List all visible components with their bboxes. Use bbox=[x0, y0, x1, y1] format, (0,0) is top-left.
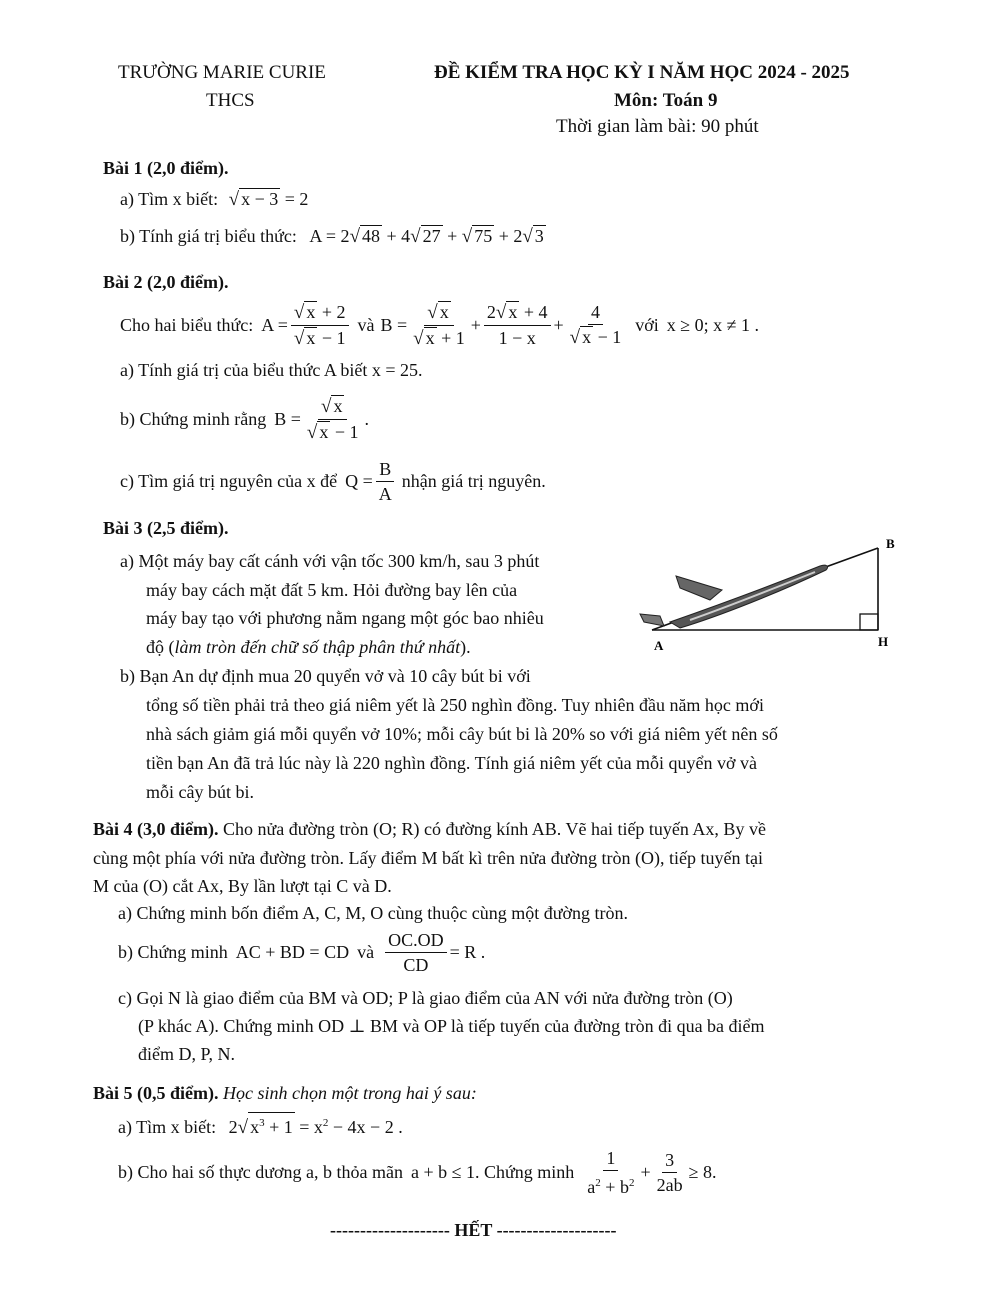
bai5-line1 bbox=[93, 1078, 477, 1108]
bai3-a-line4-pre: độ ( bbox=[146, 637, 175, 657]
expr-A: A = bbox=[261, 314, 288, 335]
bai3-b-line4: tiền bạn An đã trả lúc này là 220 nghìn đồng. Tính giá niêm yết của mỗi quyển vở và bbox=[146, 753, 758, 773]
bai4-title: Bài 4 (3,0 điểm). bbox=[93, 819, 219, 839]
bai3-a-line2: máy bay cách mặt đất 5 km. Hỏi đường bay lên của bbox=[146, 580, 518, 600]
school-level: THCS bbox=[206, 90, 255, 111]
exam-title: ĐỀ KIỂM TRA HỌC KỲ I NĂM HỌC 2024 - 2025 bbox=[434, 62, 850, 83]
bai4-b-text: b) Chứng minh bbox=[118, 941, 228, 962]
airplane-icon bbox=[640, 565, 828, 628]
bai1-a-text: a) Tìm x biết: bbox=[120, 189, 219, 209]
expr-B-term3: $\frac{4}{√ x - 1}$ bbox=[569, 302, 622, 348]
bai2-condition: x ≥ 0; x ≠ 1 . bbox=[666, 314, 760, 335]
expr-B-term2: $\frac{2√ x + 4}{1 - x}$ bbox=[484, 301, 551, 349]
bai2-c-text: c) Tìm giá trị nguyên của x để bbox=[120, 470, 338, 491]
bai5-b-condition: a + b ≤ 1 bbox=[411, 1161, 476, 1182]
bai4-b-fraction: $\frac{OC.OD}{CD}$ bbox=[385, 929, 447, 976]
fig-label-a: A bbox=[654, 638, 664, 653]
fig-label-b: B bbox=[886, 536, 895, 551]
bai3-b-line2: tổng số tiền phải trả theo giá niêm yết là 250 nghìn đồng. Tuy nhiên đầu năm học mới bbox=[146, 695, 764, 715]
bai4-b-va: và bbox=[357, 941, 375, 962]
bai3-a-line1: a) Một máy bay cất cánh với vận tốc 300 km/h, sau 3 phút bbox=[120, 551, 540, 571]
bai4-b bbox=[118, 925, 485, 979]
bai3-title: Bài 3 (2,5 điểm). bbox=[103, 518, 229, 538]
bai4-line3: M của (O) cắt Ax, By lần lượt tại C và D. bbox=[93, 876, 392, 896]
bai2-c-fraction: $\frac{B}{A}$ bbox=[376, 458, 395, 505]
bai3-b-line1: b) Bạn An dự định mua 20 quyển vở và 10 cây bút bi với bbox=[120, 666, 531, 686]
bai4-line1 bbox=[93, 814, 766, 844]
bai2-va: và bbox=[357, 314, 375, 335]
bai5-note: Học sinh chọn một trong hai ý sau: bbox=[223, 1083, 477, 1103]
bai2-b-text: b) Chứng minh rằng bbox=[120, 408, 267, 429]
bai5-b: b) Cho hai số thực dương a, b thỏa mãn a + b ≤ 1 . Chứng minh $\frac{1}{a^2 + b^2}$ + $\frac{3}{2ab}$ ≥ 8. bbox=[118, 1147, 717, 1197]
bai2-c bbox=[120, 454, 546, 508]
bai3-a-line4-post: ). bbox=[460, 637, 471, 657]
bai4-c-line1: c) Gọi N là giao điểm của BM và OD; P là giao điểm của AN với nửa đường tròn (O) bbox=[118, 988, 733, 1008]
bai2-b-lhs: B = bbox=[274, 408, 301, 429]
bai5-b-mid: . Chứng minh bbox=[475, 1161, 575, 1182]
bai2-intro: Cho hai biểu thức: bbox=[120, 314, 254, 335]
expr-B: B = bbox=[380, 314, 408, 335]
bai1-title: Bài 1 (2,0 điểm). bbox=[103, 158, 229, 178]
bai1-b-formula: A = 2√ 48 + 4√ 27 + √ 75 + 2√ 3 bbox=[309, 226, 544, 247]
bai2-voi: với bbox=[635, 314, 659, 335]
bai4-c-line2: (P khác A). Chứng minh OD ⊥ BM và OP là tiếp tuyến của đường tròn đi qua ba điểm bbox=[138, 1016, 765, 1036]
bai5-b-frac2: $\frac{3}{2ab}$ bbox=[656, 1149, 683, 1195]
bai4-c-line3: điểm D, P, N. bbox=[138, 1044, 236, 1064]
right-angle-mark bbox=[860, 614, 878, 630]
end-marker: -------------------- HẾT -------------------- bbox=[330, 1220, 617, 1240]
bai2-c-q: Q = bbox=[345, 470, 373, 491]
bai4-line2: cùng một phía với nửa đường tròn. Lấy điểm M bất kì trên nửa đường tròn (O), tiếp tuyến tại bbox=[93, 848, 763, 868]
exam-duration: Thời gian làm bài: 90 phút bbox=[556, 116, 759, 137]
bai4-line1-text: Cho nửa đường tròn (O; R) có đường kính AB. Vẽ hai tiếp tuyến Ax, By về bbox=[218, 819, 766, 839]
bai1-b-text: b) Tính giá trị biểu thức: bbox=[120, 226, 297, 246]
bai2-c-tail: nhận giá trị nguyên. bbox=[401, 470, 546, 491]
bai4-b-eq2-rhs: = R . bbox=[449, 941, 486, 962]
bai1-a bbox=[120, 188, 308, 211]
bai3-b-line5: mỗi cây bút bi. bbox=[146, 782, 254, 802]
bai3-b-line3: nhà sách giảm giá mỗi quyển vở 10%; mỗi cây bút bi là 20% so với giá niêm yết nên số bbox=[146, 724, 778, 744]
airplane-figure bbox=[630, 530, 910, 660]
school-name: TRƯỜNG MARIE CURIE bbox=[118, 62, 326, 83]
bai5-a-formula: 2√ $x^3 + 1 = x^2 - 4x - 2$ . bbox=[229, 1117, 403, 1137]
bai5-b-text: b) Cho hai số thực dương a, b thỏa mãn bbox=[118, 1161, 403, 1182]
expr-A-fraction: $\frac{√ x + 2}{√ x - 1}$ bbox=[291, 301, 349, 350]
bai5-b-frac1: $\frac{1}{a^2 + b^2}$ bbox=[587, 1147, 635, 1197]
bai2-a: a) Tính giá trị của biểu thức A biết x = 25. bbox=[120, 360, 423, 380]
bai3-a-rounding-note: làm tròn đến chữ số thập phân thứ nhất bbox=[174, 637, 461, 657]
bai1-a-formula: √ x − 3 = 2 bbox=[228, 189, 309, 210]
bai2-expressions: Cho hai biểu thức: A = $\frac{√ x + 2}{√ x - 1}$ và B = $\frac{√ x}{√ x + 1}$ + $\frac{2√ x + 4}{1 - x}$ + $\frac{4}{√ x - 1}$ với x ≥ 0; x ≠ 1 . bbox=[120, 301, 760, 349]
bai1-b bbox=[120, 225, 546, 248]
bai2-title: Bài 2 (2,0 điểm). bbox=[103, 272, 229, 292]
bai4-b-eq1: AC + BD = CD bbox=[235, 941, 350, 962]
bai5-a bbox=[118, 1112, 403, 1139]
bai5-a-text: a) Tìm x biết: bbox=[118, 1117, 217, 1137]
bai5-title: Bài 5 (0,5 điểm). bbox=[93, 1083, 219, 1103]
fig-label-h: H bbox=[878, 634, 889, 649]
bai5-b-rhs: ≥ 8. bbox=[688, 1161, 717, 1182]
bai2-b: b) Chứng minh rằng B = $\frac{√ x}{√ x - 1}$ . bbox=[120, 395, 370, 443]
expr-B-term1: $\frac{√ x}{√ x + 1}$ bbox=[413, 301, 465, 349]
exam-subject: Môn: Toán 9 bbox=[614, 90, 718, 111]
bai3-a-line3: máy bay tạo với phương nằm ngang một góc bao nhiêu bbox=[146, 608, 544, 628]
bai4-a: a) Chứng minh bốn điểm A, C, M, O cùng thuộc cùng một đường tròn. bbox=[118, 903, 628, 923]
bai3-a-line4 bbox=[146, 632, 471, 662]
bai2-b-fraction: $\frac{√ x}{√ x - 1}$ bbox=[306, 395, 359, 443]
